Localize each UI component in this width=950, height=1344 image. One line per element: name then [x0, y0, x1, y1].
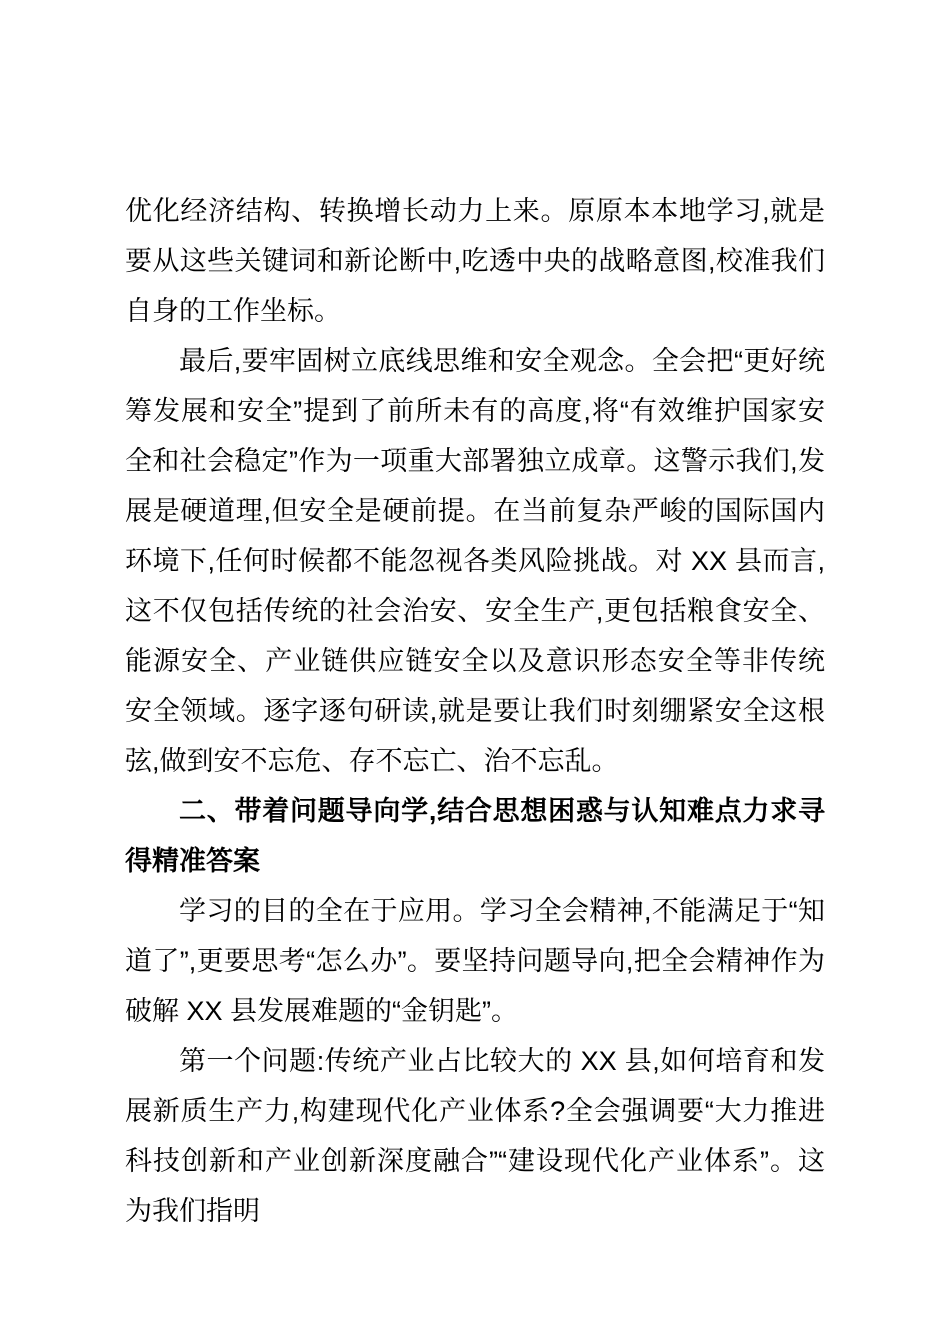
paragraph-continuation: 优化经济结构、转换增长动力上来。原原本本地学习,就是要从这些关键词和新论断中,吃透中央的战略意图,校准我们自身的工作坐标。	[125, 196, 825, 326]
document-text-column	[125, 186, 825, 1236]
paragraph-first-question: 第一个问题:传统产业占比较大的 XX 县,如何培育和发展新质生产力,构建现代化产业体系?全会强调要“大力推进科技创新和产业创新深度融合”“建设现代化产业体系”。这为我们指明	[125, 1046, 825, 1226]
paragraph-safety-bottom-line: 最后,要牢固树立底线思维和安全观念。全会把“更好统筹发展和安全”提到了前所未有的高度,将“有效维护国家安全和社会稳定”作为一项重大部署独立成章。这警示我们,发展是硬道理,但安全是硬前提。在当前复杂严峻的国际国内环境下,任何时候都不能忽视各类风险挑战。对 XX 县而言,这不仅包括传统的社会治安、安全生产,更包括粮食安全、能源安全、产业链供应链安全以及意识形态安全等非传统安全领域。逐字逐句研读,就是要让我们时刻绷紧安全这根弦,做到安不忘危、存不忘亡、治不忘乱。	[125, 346, 825, 776]
section-heading-2: 二、带着问题导向学,结合思想困惑与认知难点力求寻得精准答案	[125, 796, 825, 876]
paragraph-purpose-of-study: 学习的目的全在于应用。学习全会精神,不能满足于“知道了”,更要思考“怎么办”。要坚持问题导向,把全会精神作为破解 XX 县发展难题的“金钥匙”。	[125, 896, 825, 1026]
